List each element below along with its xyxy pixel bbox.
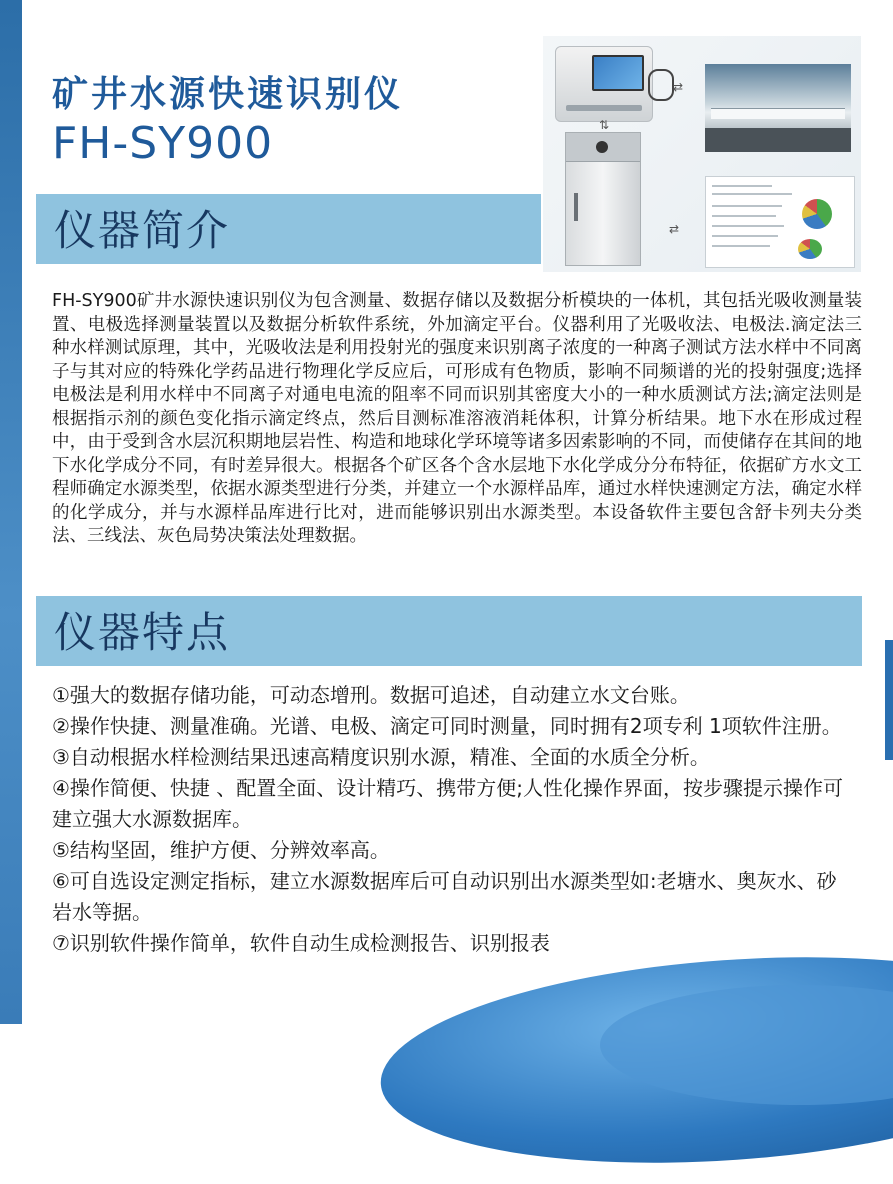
- vertical-arrow-icon: ⇅: [599, 118, 610, 132]
- features-section-title: 仪器特点: [54, 608, 231, 657]
- intro-paragraph: FH-SY900矿井水源快速识别仪为包含测量、数据存储以及数据分析模块的一体机，其包括光吸收测量装置、电极选择测量装置以及数据分析软件系统，外加滴定平台。仪器利用了光吸收法、电极法.滴定法三种水样测试原理，其中，光吸收法是利用投射光的强度来识别离子浓度的一种离子测试方法水样中不同离子与其对应的特殊化学药品进行物理化学反应后，可形成有色物质，影响不同频谱的光的投射强度;选择电极法是利用水样中不同离子对通电电流的阻率不同而识别其密度大小的一种水质测试方法;滴定法则是根据指示剂的颜色变化指示滴定终点，然后目测标准溶液消耗体积，计算分析结果。地下水在形成过程中，由于受到含水层沉积期地层岩性、构造和地球化学环境等诸多因索影响的不同，而使储存在其间的地下水化学成分不同，有时差异很大。根据各个矿区各个含水层地下水化学成分分布特征，依据矿方水文工程师确定水源类型，依据水源类型进行分类，并建立一个水源样品库，通过水样快速测定方法，确定水样的化学成分，并与水源样品库进行比对，进而能够识别出水源类型。本设备软件主要包含舒卡列夫分类法、三线法、灰色局势决策法处理数据。: [52, 291, 862, 546]
- double-arrow-icon: ⇄: [673, 80, 684, 94]
- report-line: [712, 205, 782, 207]
- feature-item: ①强大的数据存储功能，可动态增刑。数据可追述，自动建立水文台账。: [52, 683, 690, 707]
- pie-chart-icon: [798, 239, 822, 259]
- instrument-label-icon: [566, 105, 642, 111]
- product-image-panel: [543, 36, 861, 272]
- lab-photo-image: [705, 64, 851, 152]
- report-line: [712, 225, 784, 227]
- report-line: [712, 185, 772, 187]
- features-section-header: [36, 596, 862, 666]
- pie-chart-icon: [802, 199, 832, 229]
- feature-item: ⑦识别软件操作简单，软件自动生成检测报告、识别报表: [52, 931, 550, 955]
- features-list: [52, 680, 852, 959]
- cabinet-knob-icon: [596, 141, 608, 153]
- instrument-screen-icon: [592, 55, 644, 91]
- probe-cable-icon: [648, 69, 674, 101]
- lab-desk-shape: [705, 128, 851, 152]
- report-line: [712, 193, 792, 195]
- feature-item: ③自动根据水样检测结果迅速高精度识别水源，精准、全面的水质全分析。: [52, 745, 710, 769]
- cabinet-unit-image: [565, 132, 641, 266]
- lab-shelf-shape: [711, 108, 845, 119]
- model-number: FH-SY900: [52, 118, 274, 169]
- feature-item: ②操作快捷、测量准确。光谱、电极、滴定可同时测量，同时拥有2项专利 1项软件注册。: [52, 714, 842, 738]
- report-line: [712, 245, 770, 247]
- feature-item: ⑥可自选设定测定指标，建立水源数据库后可自动识别出水源类型如:老塘水、奥灰水、砂岩水等据。: [52, 869, 837, 924]
- report-line: [712, 235, 778, 237]
- right-decor-edge: [885, 640, 893, 760]
- intro-section-header: [36, 194, 541, 264]
- left-decor-strip: [0, 0, 22, 1024]
- page-title: 矿井水源快速识别仪: [52, 74, 404, 115]
- report-line: [712, 215, 776, 217]
- instrument-unit-image: [555, 46, 653, 122]
- cabinet-top-panel: [566, 133, 640, 162]
- cabinet-handle-icon: [574, 193, 578, 221]
- feature-item: ④操作简便、快捷 、配置全面、设计精巧、携带方便;人性化操作界面，按步骤提示操作可建立强大水源数据库。: [52, 776, 844, 831]
- double-arrow-icon: ⇄: [669, 222, 680, 236]
- feature-item: ⑤结构坚固，维护方便、分辨效率高。: [52, 838, 390, 862]
- intro-section-title: 仪器简介: [54, 206, 231, 255]
- report-screenshot-image: [705, 176, 855, 268]
